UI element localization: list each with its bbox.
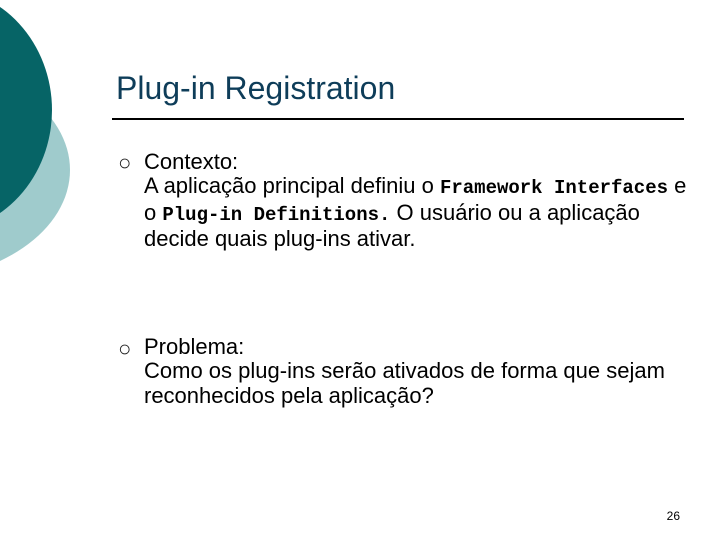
bullet-body: Como os plug-ins serão ativados de forma que sejam reconhecidos pela aplicação? <box>144 358 665 408</box>
decorative-shapes <box>0 0 80 300</box>
bullet-body <box>144 174 700 251</box>
page-number: 26 <box>666 509 680 523</box>
slide-title: Plug-in Registration <box>116 70 396 106</box>
body-text: O usuário ou a aplicação decide quais plug-ins ativar. <box>144 199 640 252</box>
body-text: e o <box>144 173 687 225</box>
bullet-circle-icon: ○ <box>118 150 132 175</box>
title-divider <box>112 118 684 120</box>
bullet-heading: Problema: <box>144 334 245 359</box>
bullet-item-problem <box>144 335 700 408</box>
code-term: Plug-in Definitions. <box>162 203 391 226</box>
bullet-circle-icon: ○ <box>118 336 132 361</box>
bullet-item-context <box>144 150 700 252</box>
bullet-heading: Contexto: <box>144 149 239 174</box>
code-term: Framework Interfaces <box>439 177 669 200</box>
body-text: A aplicação principal definiu o <box>144 173 440 199</box>
